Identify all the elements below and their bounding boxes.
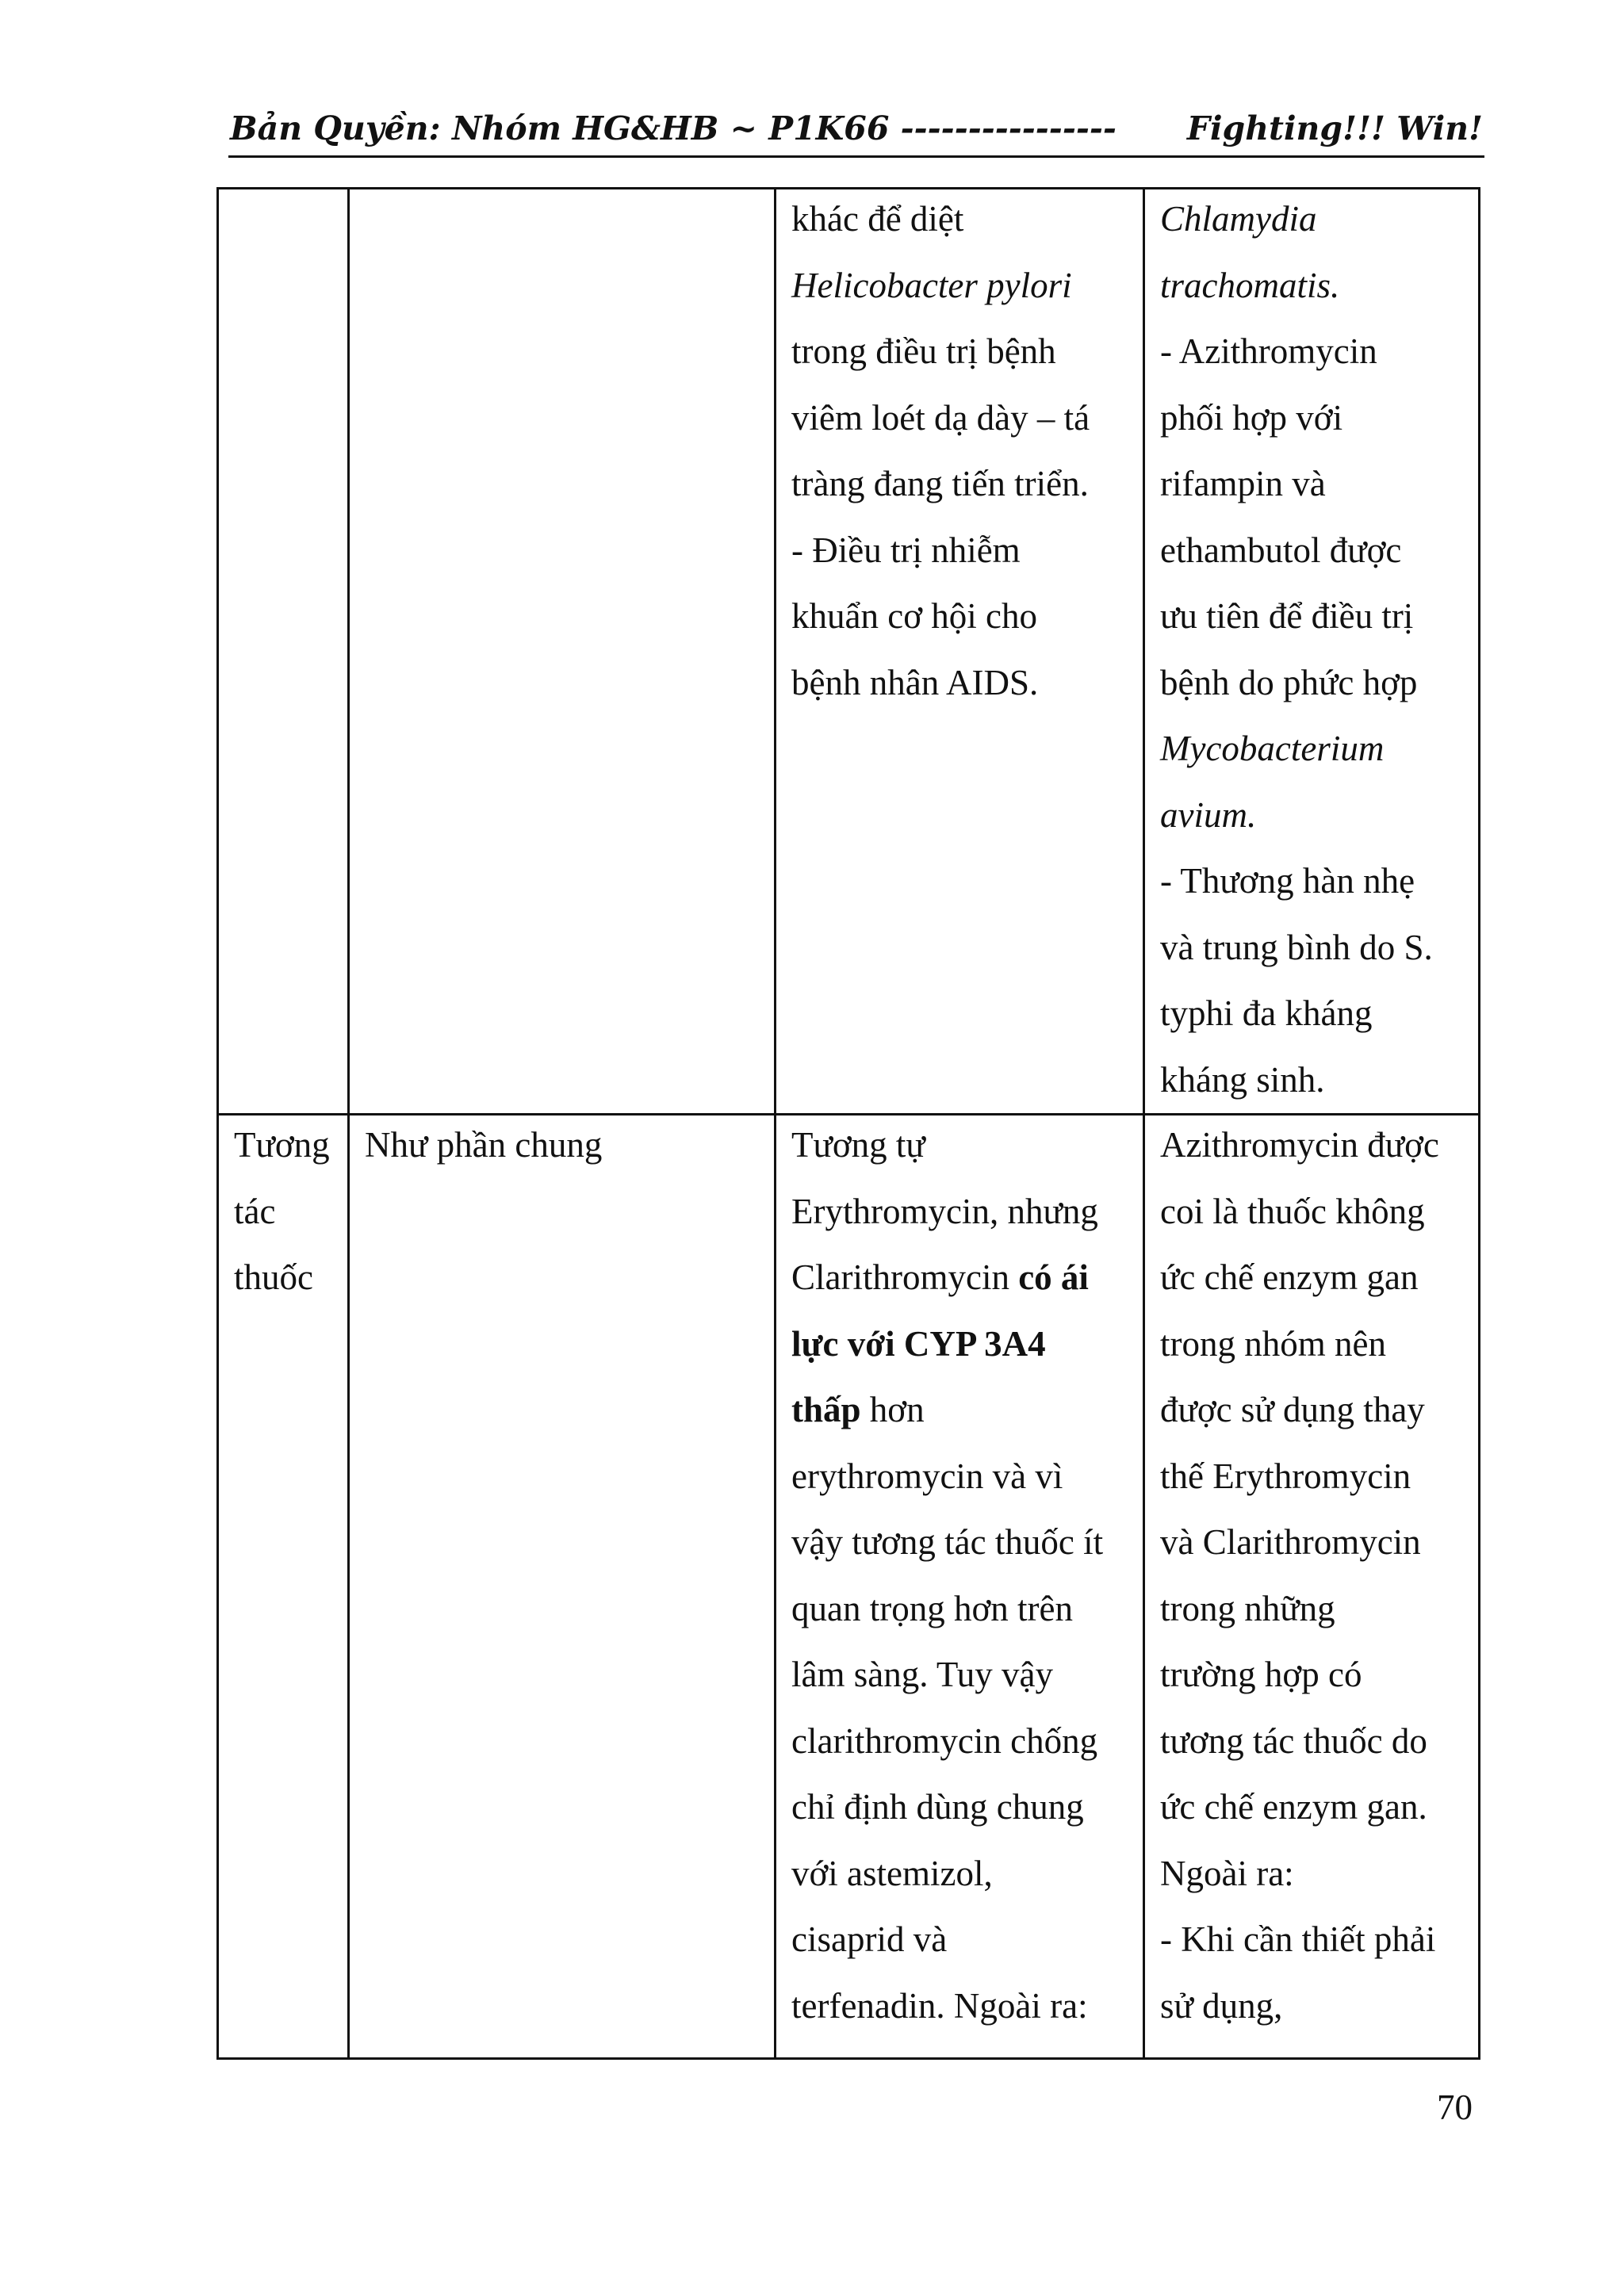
table-row: [218, 189, 1480, 1115]
cell-line: Chlamydia: [1160, 199, 1317, 239]
cell-line: trong nhóm nên: [1160, 1323, 1386, 1364]
cell-line: - Điều trị nhiễm: [791, 530, 1021, 570]
cell-line: với astemizol,: [791, 1853, 993, 1893]
cell-line: Tương: [234, 1125, 330, 1165]
row1-col2-cell: [349, 189, 776, 1115]
cell-line: avium.: [1160, 794, 1257, 835]
cell-line: - Thương hàn nhẹ: [1160, 861, 1415, 901]
cell-line: chỉ định dùng chung: [791, 1787, 1084, 1827]
cell-line: Helicobacter pylori: [791, 265, 1072, 305]
cell-line: Tương tự: [791, 1125, 925, 1165]
cell-line: clarithromycin chống: [791, 1720, 1098, 1761]
cell-line: trong những: [1160, 1588, 1335, 1628]
cell-line: khuẩn cơ hội cho: [791, 596, 1037, 636]
row1-col4-cell: [1144, 189, 1480, 1115]
row2-col2-cell: [349, 1115, 776, 2059]
cell-line: lực với CYP 3A4: [791, 1323, 1046, 1364]
cell-line: tràng đang tiến triển.: [791, 464, 1089, 503]
cell-line: Ngoài ra:: [1160, 1853, 1294, 1893]
header-right-text: Fighting!!! Win!: [1186, 109, 1483, 147]
cell-line: ức chế enzym gan: [1160, 1257, 1419, 1297]
cell-line: tác: [234, 1191, 276, 1231]
cell-line: - Khi cần thiết phải: [1160, 1919, 1436, 1959]
cell-bold-text: có ái: [1018, 1257, 1089, 1297]
cell-bold-text: thấp: [791, 1390, 861, 1429]
cell-line: trường hợp có: [1160, 1655, 1362, 1694]
cell-line: [791, 1377, 1143, 1444]
cell-line: erythromycin và vì: [791, 1456, 1063, 1496]
cell-text: hơn: [860, 1390, 925, 1429]
cell-line: và Clarithromycin: [1160, 1522, 1421, 1562]
drug-comparison-table: [216, 187, 1480, 2060]
cell-line: Như phần chung: [365, 1125, 603, 1165]
cell-line: terfenadin. Ngoài ra:: [791, 1985, 1088, 2026]
cell-line: phối hợp với: [1160, 397, 1343, 438]
cell-line: typhi đa kháng: [1160, 993, 1373, 1033]
cell-line: sử dụng,: [1160, 1985, 1283, 2026]
cell-line: - Azithromycin: [1160, 331, 1377, 371]
header-left-text: Bản Quyền: Nhóm HG&HB ~ P1K66 ----------------: [230, 109, 1116, 147]
table-row: [218, 1115, 1480, 2059]
cell-line: viêm loét dạ dày – tá: [791, 397, 1090, 438]
cell-line: được sử dụng thay: [1160, 1390, 1425, 1429]
row2-col4-cell: [1144, 1115, 1480, 2059]
cell-line: [791, 1245, 1143, 1311]
cell-line: ưu tiên để điều trị: [1160, 596, 1414, 636]
cell-text: Clarithromycin: [791, 1257, 1019, 1297]
cell-line: kháng sinh.: [1160, 1059, 1325, 1100]
cell-line: ức chế enzym gan.: [1160, 1787, 1427, 1827]
page-number: 70: [1437, 2087, 1473, 2127]
cell-line: và trung bình do S.: [1160, 927, 1433, 967]
cell-line: ethambutol được: [1160, 530, 1402, 570]
cell-line: Azithromycin được: [1160, 1125, 1439, 1165]
row1-col1-cell: [218, 189, 349, 1115]
cell-line: Erythromycin, nhưng: [791, 1191, 1098, 1231]
page-header: [230, 101, 1483, 155]
row2-col1-cell: [218, 1115, 349, 2059]
cell-line: thế Erythromycin: [1160, 1456, 1411, 1496]
cell-line: cisaprid và: [791, 1919, 948, 1959]
cell-line: khác để diệt: [791, 199, 964, 239]
cell-line: trong điều trị bệnh: [791, 331, 1056, 371]
row2-col3-cell: [776, 1115, 1144, 2059]
cell-line: quan trọng hơn trên: [791, 1588, 1073, 1628]
cell-line: bệnh nhân AIDS.: [791, 662, 1039, 702]
cell-line: tương tác thuốc do: [1160, 1720, 1427, 1761]
cell-line: rifampin và: [1160, 464, 1326, 503]
cell-line: bệnh do phức hợp: [1160, 662, 1418, 702]
row1-col3-cell: [776, 189, 1144, 1115]
cell-line: lâm sàng. Tuy vậy: [791, 1655, 1054, 1694]
cell-line: coi là thuốc không: [1160, 1191, 1425, 1231]
cell-line: trachomatis.: [1160, 265, 1340, 305]
cell-line: vậy tương tác thuốc ít: [791, 1522, 1104, 1562]
cell-line: thuốc: [234, 1257, 313, 1297]
header-rule: [228, 155, 1484, 158]
cell-line: Mycobacterium: [1160, 729, 1385, 768]
